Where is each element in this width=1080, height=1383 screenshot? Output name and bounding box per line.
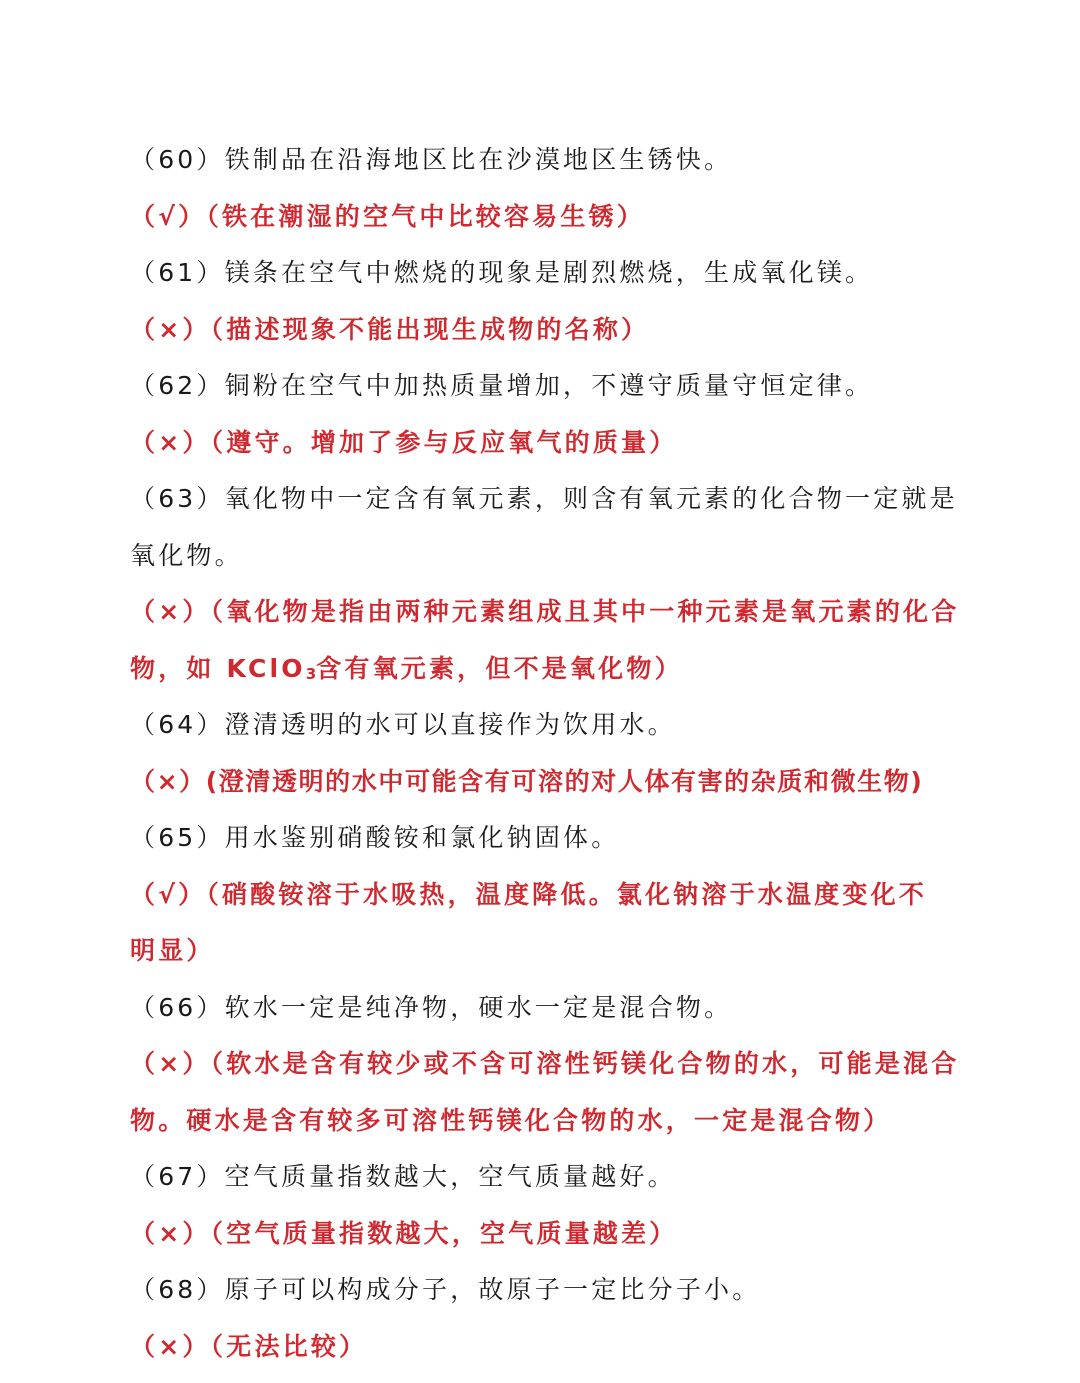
answer-65-line-2: 明显） [130, 936, 215, 965]
question-66: （66）软水一定是纯净物，硬水一定是混合物。 [130, 992, 733, 1022]
question-63-line-1: （63）氧化物中一定含有氧元素，则含有氧元素的化合物一定就是 [130, 484, 958, 513]
quiz-document [130, 132, 960, 1375]
answer-64: （×）(澄清透明的水中可能含有可溶的对人体有害的杂质和微生物) [130, 766, 924, 796]
answer-66-line-2: 物。硬水是含有较多可溶性钙镁化合物的水，一定是混合物） [130, 1105, 892, 1135]
answer-67: （×）（空气质量指数越大，空气质量越差） [130, 1218, 678, 1248]
answer-63-line-1: （×）（氧化物是指由两种元素组成且其中一种元素是氧元素的化合 [130, 597, 960, 626]
answer-61: （×）（描述现象不能出现生成物的名称） [130, 314, 650, 344]
question-64: （64）澄清透明的水可以直接作为饮用水。 [130, 710, 676, 739]
question-62: （62）铜粉在空气中加热质量增加，不遵守质量守恒定律。 [130, 371, 874, 400]
question-65: （65）用水鉴别硝酸铵和氯化钠固体。 [130, 823, 620, 852]
answer-65-line-1: （√）（硝酸铵溶于水吸热，温度降低。氯化钠溶于水温度变化不 [130, 879, 927, 909]
question-67: （67）空气质量指数越大，空气质量越好。 [130, 1162, 676, 1191]
answer-68: （×）（无法比较） [130, 1331, 368, 1361]
answer-62: （×）（遵守。增加了参与反应氧气的质量） [130, 427, 678, 457]
question-63-line-2: 氧化物。 [130, 540, 243, 570]
question-68: （68）原子可以构成分子，故原子一定比分子小。 [130, 1275, 761, 1304]
answer-66-line-1: （×）（软水是含有较少或不含可溶性钙镁化合物的水，可能是混合 [130, 1049, 960, 1078]
answer-63-formula-prefix: 物，如 KClO [130, 653, 306, 683]
answer-63-line-2 [130, 641, 960, 698]
question-61: （61）镁条在空气中燃烧的现象是剧烈燃烧，生成氧化镁。 [130, 258, 874, 287]
answer-63-formula-subscript: 3 [305, 664, 317, 683]
question-60: （60）铁制品在沿海地区比在沙漠地区生锈快。 [130, 145, 733, 174]
answer-63-formula-suffix: 含有氧元素，但不是氧化物） [316, 653, 683, 683]
answer-60: （√）（铁在潮湿的空气中比较容易生锈） [130, 201, 645, 231]
